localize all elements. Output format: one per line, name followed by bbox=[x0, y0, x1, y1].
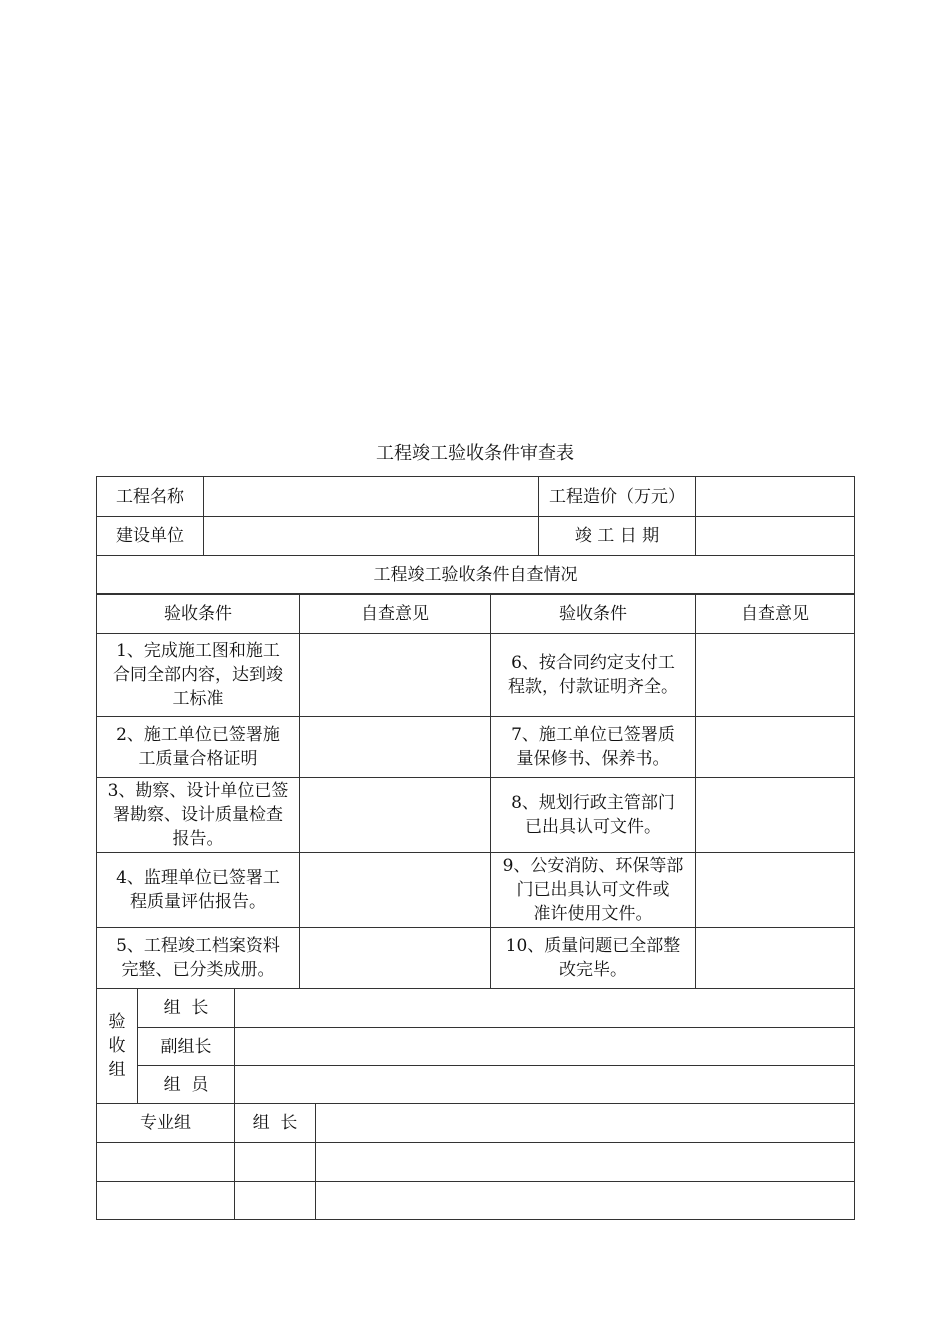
professional-blank-cell[interactable] bbox=[97, 1182, 235, 1220]
group-member-label: 组 员 bbox=[138, 1066, 235, 1104]
project-name-row bbox=[97, 477, 855, 517]
builder-row bbox=[97, 517, 855, 556]
professional-leader-field[interactable] bbox=[316, 1104, 855, 1143]
condition-row bbox=[97, 717, 855, 778]
condition-9-opinion[interactable] bbox=[696, 853, 855, 928]
professional-blank-row bbox=[97, 1143, 855, 1182]
group-leader-row bbox=[97, 989, 855, 1028]
acceptance-group-table bbox=[96, 988, 855, 1104]
professional-blank-cell[interactable] bbox=[235, 1182, 316, 1220]
condition-header: 验收条件 bbox=[97, 594, 300, 634]
condition-9: 9、公安消防、环保等部 门已出具认可文件或 准许使用文件。 bbox=[491, 853, 696, 928]
condition-row bbox=[97, 928, 855, 989]
group-member-row bbox=[97, 1066, 855, 1104]
condition-7: 7、施工单位已签署质 量保修书、保养书。 bbox=[491, 717, 696, 778]
completion-date-label: 竣 工 日 期 bbox=[539, 517, 696, 556]
condition-4: 4、监理单位已签署工 程质量评估报告。 bbox=[97, 853, 300, 928]
condition-5-opinion[interactable] bbox=[300, 928, 491, 989]
professional-leader-label: 组 长 bbox=[235, 1104, 316, 1143]
condition-6-opinion[interactable] bbox=[696, 634, 855, 717]
completion-date-field[interactable] bbox=[696, 517, 855, 556]
condition-2-opinion[interactable] bbox=[300, 717, 491, 778]
condition-8: 8、规划行政主管部门 已出具认可文件。 bbox=[491, 778, 696, 853]
group-deputy-field[interactable] bbox=[235, 1028, 855, 1066]
group-leader-field[interactable] bbox=[235, 989, 855, 1028]
condition-2: 2、施工单位已签署施 工质量合格证明 bbox=[97, 717, 300, 778]
group-leader-label: 组 长 bbox=[138, 989, 235, 1028]
condition-row bbox=[97, 853, 855, 928]
group-deputy-label: 副组长 bbox=[138, 1028, 235, 1066]
project-cost-field[interactable] bbox=[696, 477, 855, 517]
condition-10-opinion[interactable] bbox=[696, 928, 855, 989]
section-title-row bbox=[97, 556, 855, 595]
condition-row bbox=[97, 634, 855, 717]
professional-blank-cell[interactable] bbox=[316, 1182, 855, 1220]
page-title: 工程竣工验收条件审查表 bbox=[376, 443, 574, 464]
acceptance-group-label: 验 收 组 bbox=[97, 989, 138, 1104]
condition-row bbox=[97, 778, 855, 853]
professional-group-row bbox=[97, 1104, 855, 1143]
professional-blank-cell[interactable] bbox=[235, 1143, 316, 1182]
professional-blank-row bbox=[97, 1182, 855, 1220]
condition-5: 5、工程竣工档案资料 完整、已分类成册。 bbox=[97, 928, 300, 989]
condition-3-opinion[interactable] bbox=[300, 778, 491, 853]
condition-1: 1、完成施工图和施工 合同全部内容，达到竣 工标准 bbox=[97, 634, 300, 717]
condition-1-opinion[interactable] bbox=[300, 634, 491, 717]
project-info-table bbox=[96, 476, 855, 595]
section-title: 工程竣工验收条件自查情况 bbox=[97, 556, 855, 595]
builder-label: 建设单位 bbox=[97, 517, 204, 556]
professional-blank-cell[interactable] bbox=[316, 1143, 855, 1182]
condition-8-opinion[interactable] bbox=[696, 778, 855, 853]
project-name-label: 工程名称 bbox=[97, 477, 204, 517]
professional-blank-cell[interactable] bbox=[97, 1143, 235, 1182]
professional-group-label: 专业组 bbox=[97, 1104, 235, 1143]
conditions-header-row bbox=[97, 594, 855, 634]
condition-header-2: 验收条件 bbox=[491, 594, 696, 634]
opinion-header: 自查意见 bbox=[300, 594, 491, 634]
condition-7-opinion[interactable] bbox=[696, 717, 855, 778]
professional-group-table bbox=[96, 1103, 855, 1220]
group-member-field[interactable] bbox=[235, 1066, 855, 1104]
project-name-field[interactable] bbox=[204, 477, 539, 517]
condition-4-opinion[interactable] bbox=[300, 853, 491, 928]
project-cost-label: 工程造价（万元） bbox=[539, 477, 696, 517]
condition-3: 3、勘察、设计单位已签 署勘察、设计质量检查 报告。 bbox=[97, 778, 300, 853]
opinion-header-2: 自查意见 bbox=[696, 594, 855, 634]
condition-10: 10、质量问题已全部整 改完毕。 bbox=[491, 928, 696, 989]
group-deputy-row bbox=[97, 1028, 855, 1066]
conditions-table bbox=[96, 593, 855, 989]
builder-field[interactable] bbox=[204, 517, 539, 556]
condition-6: 6、按合同约定支付工 程款，付款证明齐全。 bbox=[491, 634, 696, 717]
